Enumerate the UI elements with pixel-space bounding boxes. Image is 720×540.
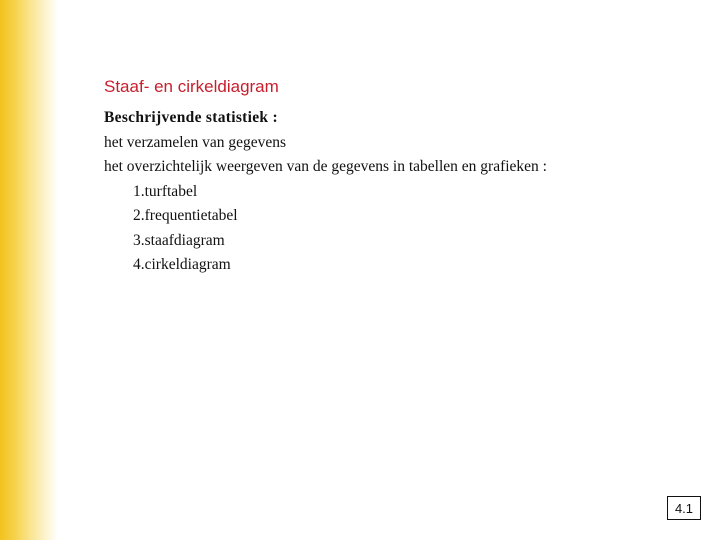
page-number-box xyxy=(667,496,701,520)
page-number: 4.1 xyxy=(674,500,694,516)
body-heading: Beschrijvende statistiek : xyxy=(104,109,278,126)
slide-title: Staaf- en cirkeldiagram xyxy=(104,77,279,96)
slide-body xyxy=(104,106,547,278)
list-item: 4.cirkeldiagram xyxy=(133,256,231,273)
list-item: 2.frequentietabel xyxy=(133,207,238,224)
numbered-list xyxy=(104,180,547,278)
list-item: 1.turftabel xyxy=(133,182,198,200)
list-item: 3.staafdiagram xyxy=(133,231,225,249)
body-line: het verzamelen van gegevens xyxy=(104,133,287,151)
body-line: het overzichtelijk weergeven van de gegevens in tabellen en grafieken : xyxy=(104,158,547,175)
decorative-side-bar xyxy=(0,0,58,540)
